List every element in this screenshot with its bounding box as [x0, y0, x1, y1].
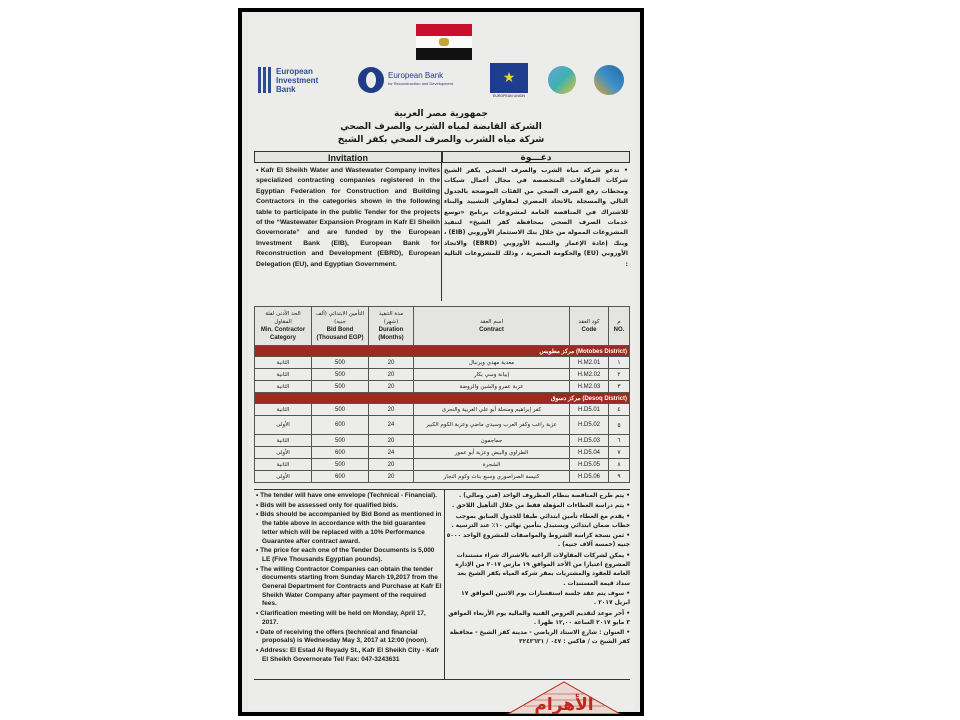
cell-category: الثانية — [255, 459, 312, 471]
cell-code: H.D5.06 — [570, 471, 609, 483]
water-emblem-icon — [594, 65, 624, 95]
invitation-ar-body: • تدعو شركة مياه الشرب والصرف الصحي بكفر الشيخ شركات المقاولات المتخصصة في مجال أعمال شبكات ومحطات رفع الصرف الصحي من الفئات الموضحة بالجدول التالي والمسجلة بالاتحاد المصري لمقاولي التشييد والبناء للاشتراك في المناقصة العامة لمشروعات برنامج «توسع خدمات الصرف الصحي بمحافظة كفر الشيخ» لتنفيذ المشروعات الممولة من خلال بنك الاستثمار الأوروبي (EIB) ، وبنك إعادة الإعمار والتنمية الأوروبي (EBRD) والاتحاد الأوروبي (EU) والحكومة المصرية ، وذلك للمشروعات التالية : — [444, 167, 628, 268]
cell-code: H.D5.05 — [570, 459, 609, 471]
header-line-holding: الشركة القابضة لمياه الشرب والصرف الصحي — [340, 122, 542, 132]
cell-contract: إبيانة وسي بكار — [414, 369, 570, 381]
cell-duration: 20 — [369, 357, 414, 369]
header-no-en: NO. — [613, 327, 625, 333]
al-ahram-wordmark: الأهرام — [534, 695, 594, 714]
table-row — [255, 416, 630, 435]
egypt-flag-icon — [416, 24, 472, 60]
cell-duration: 20 — [369, 369, 414, 381]
kafr-el-sheikh-water-logo — [594, 60, 624, 100]
arabic-header — [248, 108, 634, 147]
table-row — [255, 369, 630, 381]
district-row — [255, 346, 630, 357]
ebrd-logo-text: European Bank — [388, 71, 444, 80]
holding-company-logo — [548, 60, 576, 100]
note-ar-deadline: • آخر موعد لتقديم العروض الفنية والمالية يوم الأربعاء الموافق ٣ مايو ٢٠١٧ الساعة ١٢,٠٠ ظهرا . — [448, 610, 630, 626]
table-row — [255, 357, 630, 369]
header-code-en: Code — [581, 327, 597, 333]
district-name: مركز مطوبس (Motobes District) — [255, 346, 630, 357]
cell-code: H.M2.02 — [570, 369, 609, 381]
cell-bond: 500 — [312, 381, 369, 393]
district-row — [255, 393, 630, 404]
cell-category: الثانية — [255, 357, 312, 369]
cell-code: H.D5.02 — [570, 416, 609, 435]
header-contract-ar: اسم العقد — [479, 319, 504, 325]
eib-logo-text-2: Investment — [276, 75, 319, 85]
eib-logo-text-3: Bank — [276, 84, 296, 94]
table-row — [255, 471, 630, 483]
eu-logo — [490, 60, 528, 100]
table-row — [255, 381, 630, 393]
note-ar-address: • العنوان : شارع الاستاد الرياضي - مدينة كفر الشيخ - محافظة كفر الشيخ ت / فاكس : ٠٤٧ / ٣٢٤٣٦٣١ — [449, 630, 630, 646]
header-category-en: Min. Contractor Category — [260, 327, 306, 341]
header-duration-ar: مدة التنفيذ (شهر) — [378, 311, 404, 325]
cell-bond: 600 — [312, 447, 369, 459]
cell-contract: كنيسة الصراصوري وسبع بنات وكوم النجار — [414, 471, 570, 483]
cell-category: الأولى — [255, 471, 312, 483]
cell-bond: 500 — [312, 435, 369, 447]
column-divider — [441, 151, 442, 301]
cell-category: الثانية — [255, 381, 312, 393]
eu-stars-icon: ★ — [490, 63, 528, 93]
header-no-ar: م — [617, 319, 621, 325]
note-en-bid-bond: • Bids should be accompanied by Bid Bond as mentioned in the table above in accordance with the bid guarantee letter which will be replaced with a 10% Performance Guarantee after contract award. — [256, 511, 442, 545]
cell-duration: 20 — [369, 471, 414, 483]
note-ar-envelope: • يتم طرح المناقصة بنظام المظروف الواحد (فني ومالي) . — [458, 493, 630, 499]
cell-duration: 20 — [369, 381, 414, 393]
header-line-republic: جمهورية مصر العربية — [393, 109, 489, 119]
header-category-ar: الحد الأدنى لفئة المقاول — [265, 311, 301, 325]
cell-bond: 500 — [312, 459, 369, 471]
header-duration — [369, 307, 414, 346]
al-ahram-logo — [504, 680, 624, 714]
cell-duration: 24 — [369, 447, 414, 459]
cell-code: H.D5.04 — [570, 447, 609, 459]
cell-bond: 500 — [312, 369, 369, 381]
cell-category: الأولى — [255, 447, 312, 459]
eib-logo — [258, 60, 318, 100]
invitation-en-title: Invitation — [254, 151, 442, 163]
cell-duration: 20 — [369, 404, 414, 416]
cell-contract: كفر إبراهيم ومنحلة أبو علي الغربية والنحرى — [414, 404, 570, 416]
cell-no: ٩ — [609, 471, 630, 483]
tender-advertisement — [248, 16, 634, 714]
cell-contract: جماجمون — [414, 435, 570, 447]
tender-table — [254, 306, 630, 483]
cell-contract: عزبة راغب وكفر العرب وسيدي ماضي وعزبة الكوم الكبير — [414, 416, 570, 435]
cell-category: الثانية — [255, 435, 312, 447]
cell-bond: 600 — [312, 416, 369, 435]
cell-no: ٥ — [609, 416, 630, 435]
note-en-deadline: • Date of receiving the offers (technical and financial proposals) is Wednesday May 3, 2017 at 12:00 (noon). — [256, 628, 429, 645]
header-contract — [414, 307, 570, 346]
note-ar-qualified: • يتم دراسة العطاءات المؤهلة فقط من خلال التأهيل اللاحق . — [452, 503, 630, 510]
note-ar-price: • ثمن نسخة كراسة الشروط والمواصفات للمشروع الواحد ٥٠٠٠ جنيه (خمسة آلاف جنيه) . — [446, 533, 630, 549]
notes-ar — [446, 492, 630, 649]
cell-contract: الشجرة — [414, 459, 570, 471]
cell-category: الثانية — [255, 369, 312, 381]
cell-duration: 20 — [369, 459, 414, 471]
cell-contract: الطراوي والبيض وعزبة أبو عمور — [414, 447, 570, 459]
note-en-envelope: • The tender will have one envelope (Technical - Financial). — [256, 492, 437, 499]
cell-category: الأولى — [255, 416, 312, 435]
table-row — [255, 404, 630, 416]
sponsor-logos — [258, 60, 628, 104]
cell-code: H.M2.03 — [570, 381, 609, 393]
table-row — [255, 459, 630, 471]
eib-logo-text-1: European — [276, 66, 313, 76]
cell-duration: 24 — [369, 416, 414, 435]
header-duration-en: Duration (Months) — [378, 327, 404, 341]
cell-bond: 600 — [312, 471, 369, 483]
cell-no: ٢ — [609, 369, 630, 381]
cell-code: H.M2.01 — [570, 357, 609, 369]
note-en-address: • Address: El Estad Al Reyady St., Kafr El Sheikh City - Kafr El Sheikh Governorate Tel/ Fax: 047-3243631 — [256, 646, 440, 663]
note-ar-clarification: • سوف يتم عقد جلسة استفسارات يوم الاثنين الموافق ١٧ ابريل ٢٠١٧ . — [461, 590, 630, 607]
cell-code: H.D5.01 — [570, 404, 609, 416]
note-ar-documents: • يمكن لشركات المقاولات الراغبة بالاشتراك شراء مستندات المشروع اعتبارا من الأحد الموافق ١٩ مارس ٢٠١٧ من الإدارة العامة للعقود والمشتريات بمقر شركة المياه بكفر الشيخ بعد سداد قيمة المستندات . — [455, 552, 630, 587]
header-bond — [312, 307, 369, 346]
table-body — [255, 346, 630, 483]
newspaper-clipping-frame — [238, 8, 644, 716]
invitation-en-body: • Kafr El Sheikh Water and Wastewater Company invites specialized contracting companies registered in the Egyptian Federation for Construction and Building Contractors in the categories shown in the following table to participate in the public Tender for the projects of the “Wastewater Expansion Program in Kafr El Sheikh Governorate” and are funded by the European Investment Bank (EIB), European Bank for Reconstruction and Development (EBRD), European Delegation (EU), and Egyptian Government. — [256, 167, 440, 268]
table-row — [255, 447, 630, 459]
header-category — [255, 307, 312, 346]
header-code-ar: كود العقد — [578, 319, 600, 325]
header-no — [609, 307, 630, 346]
header-bond-en: Bid Bond (Thousand EGP) — [316, 327, 364, 341]
eu-logo-text: EUROPEAN UNION — [493, 93, 525, 98]
cell-duration: 20 — [369, 435, 414, 447]
header-contract-en: Contract — [479, 327, 504, 333]
cell-bond: 500 — [312, 357, 369, 369]
cell-contract: عزبة عمرو والشين والروضة — [414, 381, 570, 393]
table-header-row — [255, 307, 630, 346]
notes-column-divider — [444, 489, 445, 679]
note-en-qualified: • Bids will be assessed only for qualified bids. — [256, 501, 399, 509]
cell-no: ٣ — [609, 381, 630, 393]
cell-category: الثانية — [255, 404, 312, 416]
cell-no: ٧ — [609, 447, 630, 459]
header-code — [570, 307, 609, 346]
notes-en — [256, 492, 442, 665]
cell-no: ١ — [609, 357, 630, 369]
header-bond-ar: التأمين الابتدائي (ألف جنيه) — [315, 311, 365, 325]
cell-no: ٦ — [609, 435, 630, 447]
cell-contract: معدية مهدي وبرنبال — [414, 357, 570, 369]
header-line-company: شركة مياه الشرب والصرف الصحي بكفر الشيخ — [337, 135, 545, 145]
cell-code: H.D5.03 — [570, 435, 609, 447]
note-en-clarification: • Clarification meeting will be held on Monday, April 17, 2017. — [256, 610, 426, 626]
notes-top-rule — [254, 489, 630, 490]
cell-no: ٤ — [609, 404, 630, 416]
note-ar-bid-bond: • يقدم مع العطاء تأمين ابتدائي طبقا للجدول السابق بموجب خطاب ضمان ابتدائي ويستبدل بتأمين نهائي ١٠٪ عند الترسية . — [451, 513, 630, 529]
ebrd-logo — [358, 60, 453, 100]
water-drop-icon — [548, 66, 576, 94]
cell-bond: 500 — [312, 404, 369, 416]
note-en-documents: • The willing Contractor Companies can obtain the tender documents starting from Sunday March 19,2017 from the General Department for Contracts and Purchase at Kafr El Sheikh Water Company after payment of the required fees. — [256, 565, 442, 608]
invitation-ar-title: دعـــوة — [442, 151, 630, 163]
table-row — [255, 435, 630, 447]
cell-no: ٨ — [609, 459, 630, 471]
ebrd-logo-subtext: for Reconstruction and Development — [388, 81, 453, 86]
note-en-price: • The price for each one of the Tender Documents is 5,000 LE (Five Thousands Egyptian pounds). — [256, 547, 435, 563]
district-name: مركز دسوق (Desoq District) — [255, 393, 630, 404]
